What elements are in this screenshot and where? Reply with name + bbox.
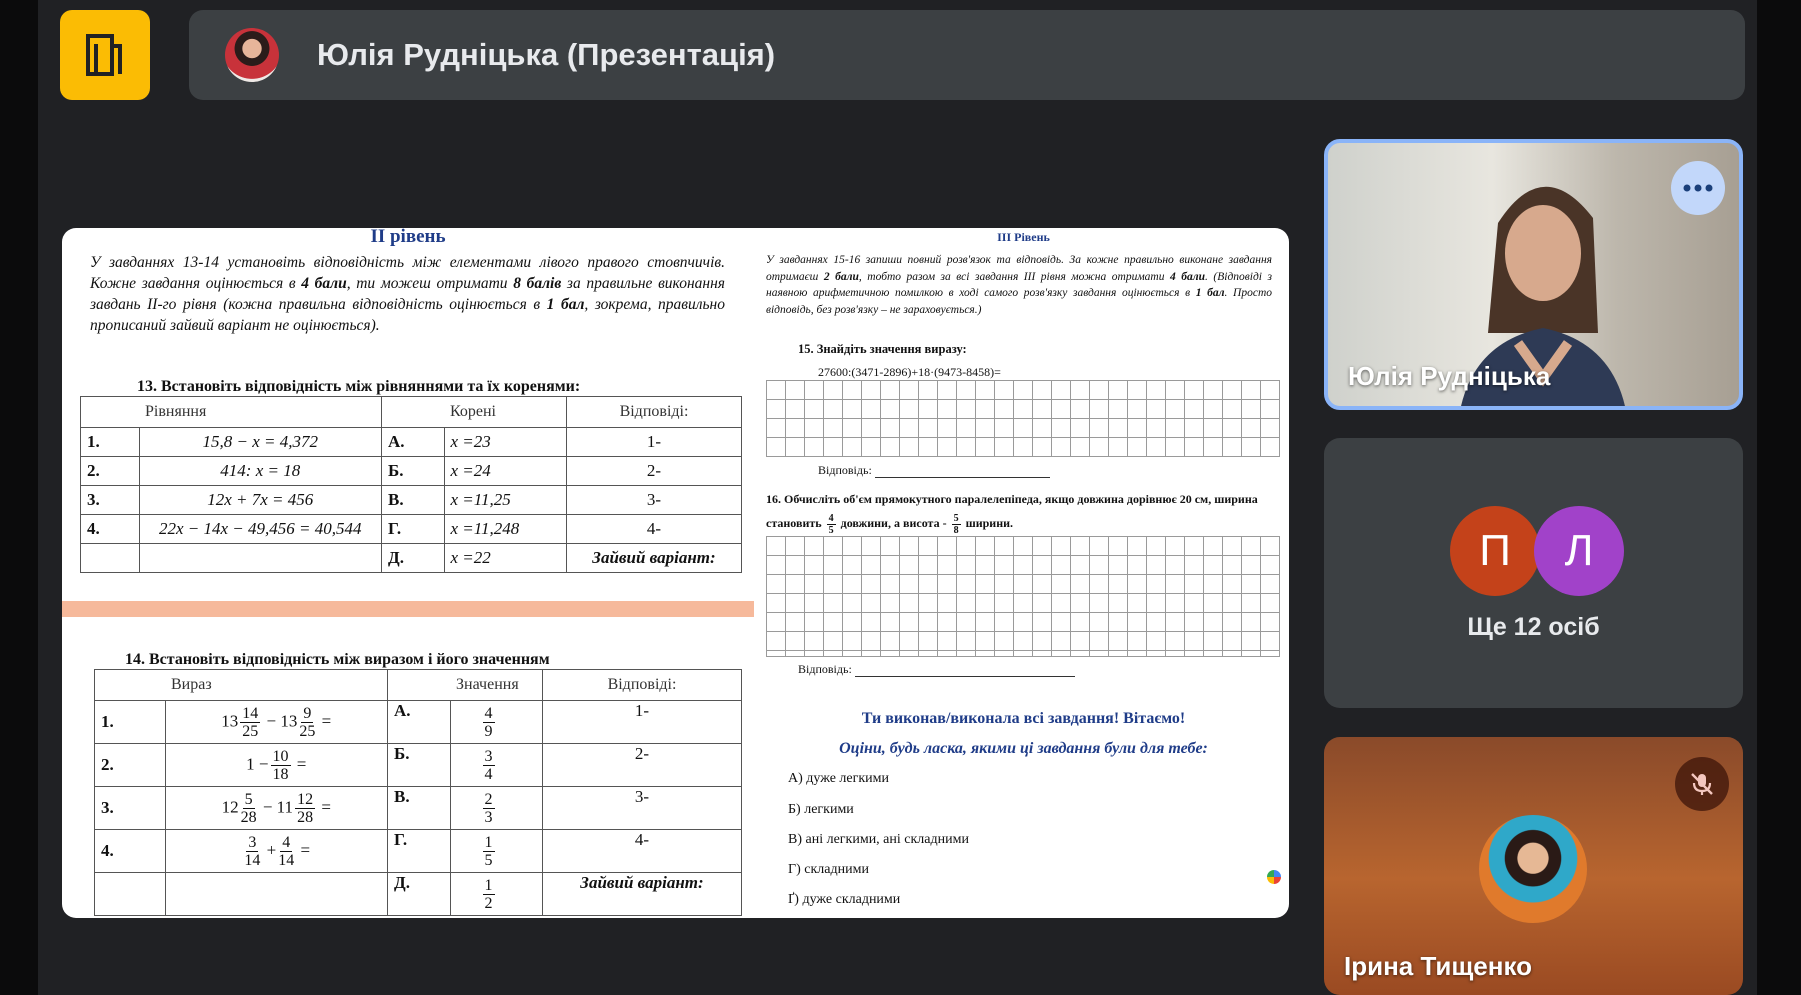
- denominator: 4: [484, 765, 493, 783]
- expr-part: +: [266, 839, 277, 859]
- fraction: [483, 705, 495, 740]
- door-exit-icon-svg: [82, 32, 128, 78]
- answer-line: [855, 676, 1075, 677]
- fraction: [241, 791, 257, 826]
- root: x =11,248: [444, 515, 567, 544]
- value: [450, 701, 543, 744]
- door-exit-icon[interactable]: [60, 10, 150, 100]
- presentation-title: Юлія Рудніцька (Презентація): [317, 37, 776, 72]
- answer-cell: 4-: [543, 830, 742, 873]
- table-row: [81, 544, 742, 573]
- answer-label: Відповідь:: [798, 662, 852, 676]
- answer-cell: 2-: [543, 744, 742, 787]
- denominator: 14: [244, 851, 261, 869]
- denominator: 5: [484, 851, 493, 869]
- letter: Д.: [388, 873, 451, 916]
- value: [450, 830, 543, 873]
- intro-bold: 2 бали: [823, 270, 859, 283]
- fraction: [271, 748, 291, 783]
- numerator: 3: [248, 833, 257, 851]
- numerator: 5: [244, 790, 253, 808]
- expression: [165, 744, 388, 787]
- letter: В.: [382, 486, 445, 515]
- rating-prompt: Оціни, будь ласка, якими ці завдання були для тебе:: [839, 740, 1208, 757]
- root: x =11,25: [444, 486, 567, 515]
- numerator: 2: [484, 790, 493, 808]
- numerator: 5: [953, 512, 959, 524]
- task15-grid: [766, 380, 1280, 457]
- task15-answer: [818, 463, 1050, 478]
- answer-cell: 2-: [567, 457, 742, 486]
- answer-cell: 1-: [567, 428, 742, 457]
- expr-part: − 11: [262, 796, 294, 816]
- congrats-text: Ти виконав/виконала всі завдання! Вітаємо!: [861, 710, 1186, 727]
- participant-tile-yulia[interactable]: [1324, 139, 1743, 410]
- answer-cell: 3-: [543, 787, 742, 830]
- more-options-dots: [1683, 184, 1713, 192]
- row-number: 1.: [95, 701, 166, 744]
- level2-title: ІІ рівень: [370, 228, 446, 247]
- numerator: 1: [484, 833, 493, 851]
- intro-bold: 1 бал: [546, 296, 585, 313]
- more-options-icon[interactable]: [1671, 161, 1725, 215]
- fraction: [483, 877, 495, 912]
- value: [450, 744, 543, 787]
- intro-bold: 4 бали: [301, 275, 347, 292]
- task13-title: 13. Встановіть відповідність між рівняннями та їх коренями:: [137, 378, 581, 395]
- root: x =22: [444, 544, 567, 573]
- presentation-bar[interactable]: [189, 10, 1745, 100]
- denominator: 25: [242, 722, 259, 740]
- table-row: [81, 515, 742, 544]
- task15-expression: 27600:(3471-2896)+18·(9473-8458)=: [818, 365, 1001, 379]
- intro-text: , зокрема, правильно прописаний зайвий варіант не оцінюється).: [90, 296, 725, 334]
- table-row: [95, 830, 742, 873]
- row-number: 1.: [81, 428, 140, 457]
- slide-divider: [62, 601, 754, 617]
- numerator: 12: [297, 790, 314, 808]
- numerator: 3: [484, 747, 493, 765]
- equation: 15,8 − x = 4,372: [139, 428, 382, 457]
- fraction: [952, 513, 961, 536]
- avatar: [1450, 506, 1540, 596]
- letter: Д.: [382, 544, 445, 573]
- expression: [165, 873, 388, 916]
- task16-answer: [798, 662, 1075, 677]
- avatar: [1534, 506, 1624, 596]
- answer-cell: 3-: [567, 486, 742, 515]
- root: x =23: [444, 428, 567, 457]
- task16-text: 16. Обчисліть об'єм прямокутного паралелепіпеда, якщо довжина дорівнює 20 см, ширина становить: [766, 492, 1258, 530]
- equation: 22x − 14x − 49,456 = 40,544: [139, 515, 382, 544]
- slide-level3: [758, 228, 1289, 918]
- letter: Г.: [388, 830, 451, 873]
- expression: [165, 701, 388, 744]
- table-row: [81, 457, 742, 486]
- intro-text: . Просто відповідь, без розв'язку – не зараховується.): [766, 287, 1273, 316]
- right-edge: [1757, 0, 1801, 995]
- expression: [165, 787, 388, 830]
- task14-title: 14. Встановіть відповідність між виразом і його значенням: [125, 651, 550, 668]
- intro-bold: 8 балів: [513, 275, 562, 292]
- fraction: [483, 834, 495, 869]
- table-row: [95, 744, 742, 787]
- intro-text: У завданнях 13-14 установіть відповідність між елементами лівого правого стовпчичів. Кожне завдання оцінюється в: [90, 254, 725, 292]
- expr-part: =: [321, 796, 331, 816]
- fraction: [278, 834, 294, 869]
- task16-text: ширини.: [965, 516, 1014, 530]
- letter: А.: [382, 428, 445, 457]
- more-participants-label: Ще 12 осіб: [1467, 613, 1600, 641]
- intro-bold: 1 бал: [1195, 287, 1225, 299]
- fraction: [244, 834, 260, 869]
- root: x =24: [444, 457, 567, 486]
- equation: 414: x = 18: [139, 457, 382, 486]
- numerator: 4: [484, 704, 493, 722]
- column-header: Корені: [444, 397, 567, 428]
- rating-option: Ґ) дуже складними: [788, 892, 901, 907]
- expr-part: 13: [221, 710, 239, 730]
- denominator: 28: [297, 808, 314, 826]
- denominator: 14: [278, 851, 295, 869]
- fraction: [299, 705, 315, 740]
- mic-off-icon: [1675, 757, 1729, 811]
- value: [450, 787, 543, 830]
- row-number: 4.: [81, 515, 140, 544]
- row-number: 4.: [95, 830, 166, 873]
- slide-level2: [62, 228, 754, 918]
- intro-text: , ти можеш отримати: [346, 275, 514, 292]
- task16-text: довжини, а висота -: [840, 516, 947, 530]
- slides-app-icon: [1267, 870, 1281, 884]
- answer-cell: 4-: [567, 515, 742, 544]
- extra-option-cell: Зайвий варіант:: [543, 873, 742, 916]
- fraction: [240, 705, 260, 740]
- avatar-letter: Л: [1564, 526, 1594, 575]
- level3-title: ІІІ Рівень: [997, 230, 1050, 244]
- value: [450, 873, 543, 916]
- column-header: Відповіді:: [567, 397, 742, 428]
- denominator: 28: [240, 808, 257, 826]
- row-number: [95, 873, 166, 916]
- participant-name: Юлія Рудніцька: [1348, 361, 1551, 391]
- expr-part: =: [321, 710, 332, 730]
- fraction: [483, 748, 495, 783]
- equation: 12x + 7x = 456: [139, 486, 382, 515]
- rating-option: В) ані легкими, ані складними: [788, 832, 969, 847]
- expr-part: =: [296, 753, 307, 773]
- column-header: Вираз: [165, 670, 388, 701]
- rating-option: А) дуже легкими: [788, 771, 890, 786]
- expr-part: 1 −: [246, 753, 269, 773]
- mic-off-glyph: [1688, 770, 1716, 798]
- task16-grid: [766, 536, 1280, 657]
- denominator: 2: [484, 894, 493, 912]
- intro-text: . (Відповіді з наявною арифметичною помилкою в ході самого розв'язку завдання оцінюється в: [766, 270, 1272, 299]
- participant-tile-iryna[interactable]: [1324, 737, 1743, 995]
- answer-cell: 1-: [543, 701, 742, 744]
- table-row: [95, 873, 742, 916]
- answer-label: Відповідь:: [818, 463, 872, 477]
- intro-text: , тобто разом за всі завдання ІІІ рівня можна отримати: [858, 270, 1170, 283]
- table-row: [81, 428, 742, 457]
- intro-text: за правильне виконання завдань ІІ-го рівня (кожна правильна відповідність оцінюється в: [90, 275, 725, 313]
- letter: Г.: [382, 515, 445, 544]
- row-number: 3.: [81, 486, 140, 515]
- rating-option: Г) складними: [788, 862, 869, 877]
- numerator: 4: [828, 512, 834, 524]
- denominator: 3: [484, 808, 493, 826]
- denominator: 5: [828, 524, 834, 536]
- letter: А.: [388, 701, 451, 744]
- numerator: 9: [303, 704, 312, 722]
- table-row: [81, 486, 742, 515]
- expr-part: =: [300, 839, 311, 859]
- numerator: 14: [242, 704, 259, 722]
- row-number: 3.: [95, 787, 166, 830]
- participant-avatar-photo: [1479, 815, 1587, 923]
- fraction: [827, 513, 836, 536]
- column-header: Значення: [450, 670, 543, 701]
- fraction: [483, 791, 495, 826]
- numerator: 1: [484, 876, 493, 894]
- extra-option-cell: Зайвий варіант:: [567, 544, 742, 573]
- participant-name: Ірина Тищенко: [1344, 951, 1533, 981]
- expr-part: 12: [221, 796, 239, 816]
- row-number: [81, 544, 140, 573]
- left-edge: [0, 0, 38, 995]
- table-header: [81, 397, 742, 428]
- denominator: 9: [484, 722, 493, 740]
- answer-line: [875, 477, 1050, 478]
- task14-table: [94, 669, 742, 916]
- row-number: 2.: [95, 744, 166, 787]
- column-header: Відповіді:: [543, 670, 742, 701]
- letter: В.: [388, 787, 451, 830]
- level2-intro: [90, 252, 725, 336]
- table-row: [95, 787, 742, 830]
- numerator: 4: [282, 833, 291, 851]
- numerator: 10: [272, 747, 289, 765]
- expression: [165, 830, 388, 873]
- avatar-letter: П: [1479, 526, 1511, 575]
- fraction: [295, 791, 315, 826]
- denominator: 18: [272, 765, 289, 783]
- presenter-avatar: [225, 28, 279, 82]
- participants-overflow-tile[interactable]: [1324, 438, 1743, 708]
- intro-text: У завданнях 15-16 запиши повний розв'язок та відповідь. За кожне правильно виконане завдання отримаєш: [766, 254, 1272, 283]
- task13-table: [80, 396, 742, 573]
- task16-title: [766, 487, 1276, 536]
- intro-bold: 4 бали: [1169, 270, 1206, 283]
- rating-option: Б) легкими: [788, 802, 854, 817]
- row-number: 2.: [81, 457, 140, 486]
- column-header: Рівняння: [139, 397, 382, 428]
- expr-part: − 13: [266, 710, 298, 730]
- task15-title: 15. Знайдіть значення виразу:: [798, 342, 967, 356]
- presentation-slide: [62, 228, 1289, 918]
- letter: Б.: [382, 457, 445, 486]
- table-row: [95, 701, 742, 744]
- level3-intro: [766, 252, 1272, 318]
- letter: Б.: [388, 744, 451, 787]
- denominator: 25: [299, 722, 316, 740]
- equation: [139, 544, 382, 573]
- denominator: 8: [953, 524, 959, 536]
- table-header: [95, 670, 742, 701]
